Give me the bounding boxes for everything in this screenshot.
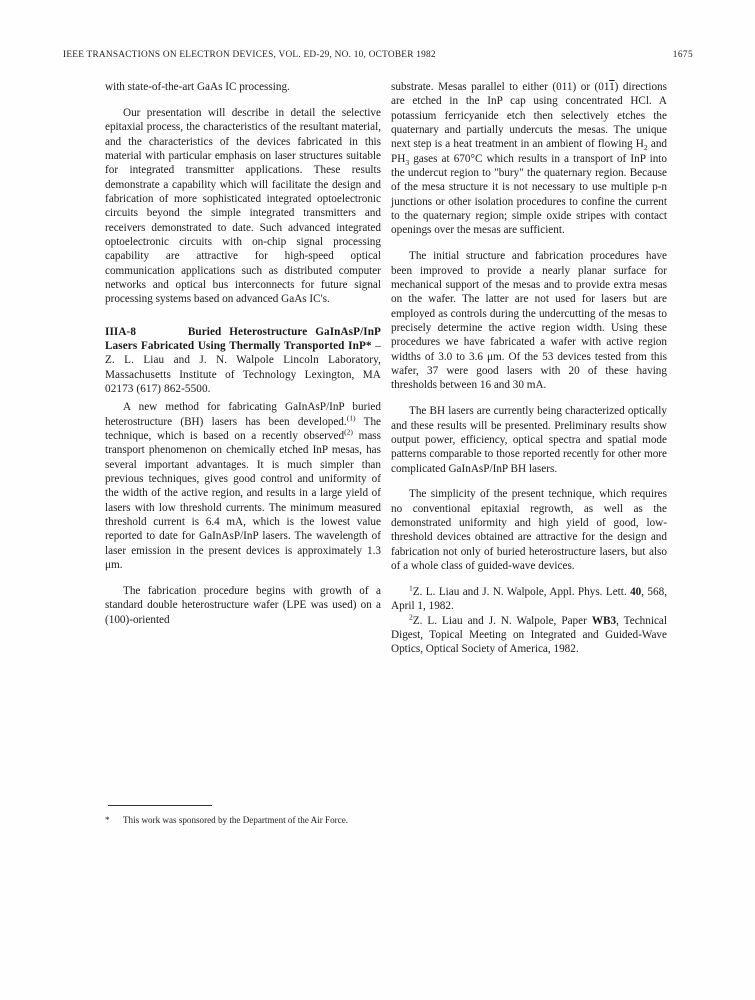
heading-title: Buried Heterostructure GaInAsP/InP Lasers Fabricated Using Thermally Transported InP* <box>105 325 381 352</box>
reference-volume: 40 <box>630 586 642 598</box>
paragraph-fabrication: The fabrication procedure begins with growth of a standard double heterostructure wafer (LPE was used) on a (100)-oriented <box>105 585 381 626</box>
substrate-text-2: ) directions are etched in the InP cap using concentrated HCl. A potassium ferricyanide etch then selectively etches the quaternary and partially undercuts the mesas. The unique next step is a heat treatment in an ambient of flowing H <box>391 81 668 151</box>
reference-number: 1 <box>409 583 413 593</box>
reference-superscript-2: (2) <box>344 427 353 437</box>
reference-text-after: , 568, April 1, 1982. <box>391 586 668 613</box>
heading-authors: –Z. L. Liau and J. N. Walpole Lincoln Laboratory, Massachusetts Institute of Technology Lexington, MA 02173 (617) 862-5500. <box>105 340 381 396</box>
footnote-text: This work was sponsored by the Department of the Air Force. <box>123 815 349 825</box>
reference-text-before: Z. L. Liau and J. N. Walpole, Appl. Phys. Lett. <box>412 586 631 598</box>
reference-text-after: , Technical Digest, Topical Meeting on Integrated and Guided-Wave Optics, Optical Society of America, 1982. <box>391 614 667 656</box>
left-column <box>105 80 381 627</box>
miller-index-overline: 1 <box>609 81 615 93</box>
footnote <box>105 815 381 827</box>
footnote-block <box>105 805 381 827</box>
journal-citation-line: IEEE TRANSACTIONS ON ELECTRON DEVICES, VOL. ED-29, NO. 10, OCTOBER 1982 <box>63 50 436 60</box>
reference-number: 2 <box>409 611 413 621</box>
method-text-2: The technique, which is based on a recently observed <box>105 415 382 443</box>
paragraph-bh-lasers: The BH lasers are currently being characterized optically and these results will be presented. Preliminary results show output power, efficiency, optical spectra and spatial mode patterns comparable to those reported recently for other more complicated GaInAsP/InP BH lasers. <box>391 405 667 475</box>
paragraph-initial-structure: The initial structure and fabrication procedures have been improved to provide a nearly planar surface for mechanical support of the mesas and to provide extra mesas on the wafer. The latter are not used for lasers but are employed as controls during the undercutting of the mesas to precisely determine the active region width. Using these procedures we have fabricated a wafer with active region widths of 3.0 to 3.6 μm. Of the 53 devices tested from this wafer, 37 were good lasers with 20 of these having thresholds between 16 and 30 mA. <box>391 250 667 392</box>
paragraph-continued: with state-of-the-art GaAs IC processing. <box>105 81 290 93</box>
paragraph-simplicity: The simplicity of the present technique, which requires no conventional epitaxial regrowth, as well as the demonstrated uniformity and high yield of good, low-threshold devices obtained are attractive for the design and fabrication not only of buried heterostructure lasers, but also of a whole class of guided-wave devices. <box>391 488 667 573</box>
reference-item <box>391 611 667 657</box>
method-text-3: mass transport phenomenon on chemically etched InP mesas, has several important advantages. It is much simpler than previous techniques, gives good control and uniformity of the width of the active region, and results in a large yield of lasers with low threshold currents. The minimum measured threshold current is 6.4 mA, which is the lowest value reported to date for GaInAsP/InP lasers. The wavelength of laser emission in the present devices is approximately 1.3 μm. <box>105 430 382 572</box>
hydrogen-subscript: 2 <box>643 143 648 153</box>
paragraph-presentation: Our presentation will describe in detail the selective epitaxial process, the characteristics of the resultant material, and the characteristics of the devices fabricated in this material with particular emphasis on laser structures suitable for integrated transmitter applications. These results demonstrate a capability which will facilitate the design and fabrication of more sophisticated integrated optoelectronic circuits beyond the simple integrated transmitters and receivers demonstrated to date. Such advanced integrated optoelectronic circuits with on-chip signal processing capability are attractive for high-speed optical communication applications such as distributed computer networks and optical bus interconnects for future signal processing systems based on advanced GaAs IC's. <box>105 106 381 306</box>
references-list <box>391 585 667 657</box>
paragraph-method <box>105 400 381 572</box>
reference-text-before: Z. L. Liau and J. N. Walpole, Paper <box>412 614 592 627</box>
method-text-1: A new method for fabricating GaInAsP/InP buried heterostructure (BH) lasers has been developed. <box>105 401 381 428</box>
page-number: 1675 <box>672 50 693 60</box>
substrate-text-3: and PH <box>391 138 668 165</box>
phosphine-subscript: 3 <box>405 157 410 167</box>
reference-paper-code: WB3 <box>591 614 617 627</box>
paragraph-substrate <box>391 80 667 238</box>
session-id: IIIA-8 <box>105 325 137 338</box>
reference-item <box>391 585 667 614</box>
substrate-text-4: gases at 670°C which results in a transport of InP into the undercut region to "bury" the quaternary region. Because of the mesa structure it is not necessary to use multiple p-n junctions or other isolation procedures to confine the current to the quaternary region; simple oxide stripes with contact openings over the mesas are sufficient. <box>391 152 667 237</box>
substrate-text-1: substrate. Mesas parallel to either (011) or (01 <box>391 81 610 93</box>
running-head <box>63 50 693 60</box>
reference-superscript-1: (1) <box>346 412 356 422</box>
abstract-heading <box>105 325 381 397</box>
right-column <box>391 80 667 657</box>
footnote-marker: * <box>105 815 110 825</box>
footnote-rule <box>108 805 212 806</box>
